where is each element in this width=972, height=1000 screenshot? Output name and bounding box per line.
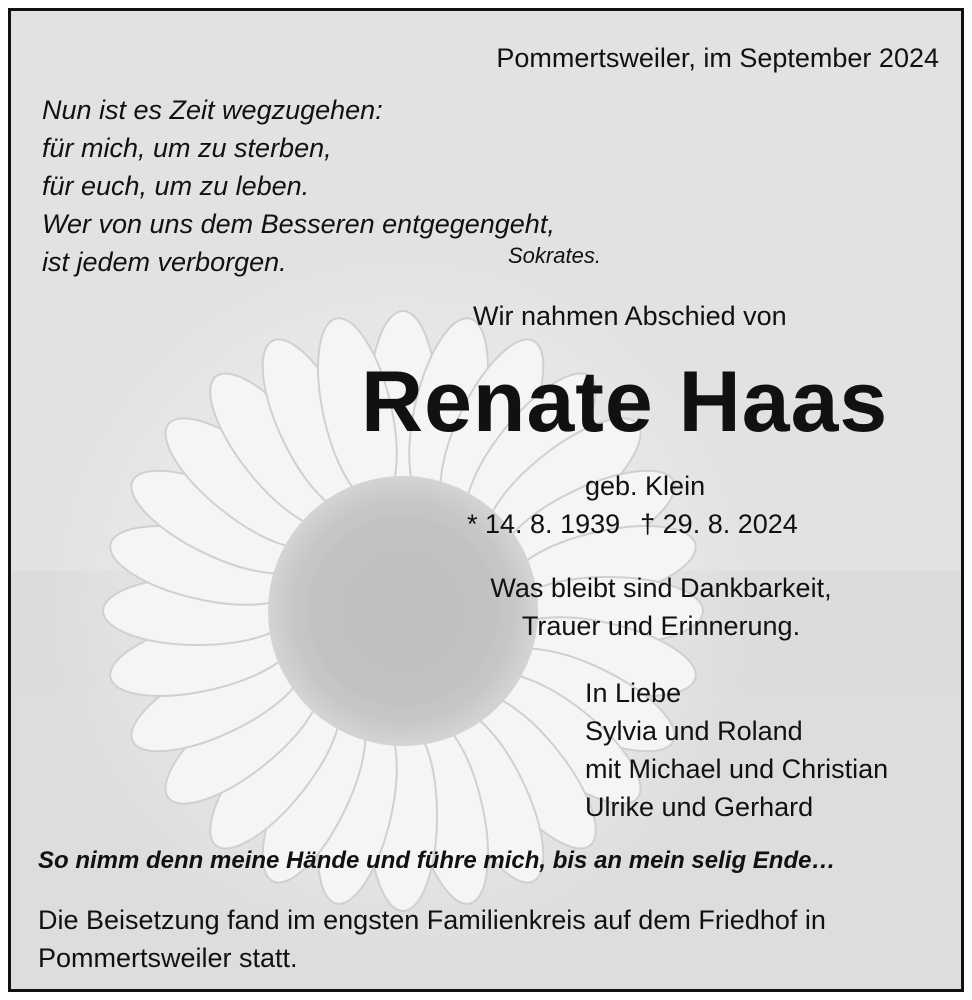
quote-line: Wer von uns dem Besseren entgegengeht, (42, 209, 555, 239)
mourners-line: In Liebe (585, 678, 682, 708)
quote (42, 91, 555, 281)
thanks-line: Was bleibt sind Dankbarkeit, (490, 573, 832, 603)
death-date: † 29. 8. 2024 (640, 509, 798, 539)
mourners-list (585, 674, 888, 826)
quote-author: Sokrates. (508, 243, 601, 268)
place-and-date: Pommertsweiler, im September 2024 (496, 43, 939, 73)
mourners-line: Sylvia und Roland (585, 716, 803, 746)
mourners-line: Ulrike und Gerhard (585, 792, 814, 822)
quote-line: ist jedem verborgen. (42, 247, 287, 277)
closing-verse: So nimm denn meine Hände und führe mich, bis an mein selig Ende… (38, 847, 836, 874)
life-dates (467, 511, 798, 538)
quote-line: für mich, um zu sterben, (42, 133, 332, 163)
intro-text: Wir nahmen Abschied von (473, 301, 787, 331)
thanks-text (436, 569, 886, 645)
burial-notice (38, 901, 826, 977)
burial-line: Die Beisetzung fand im engsten Familienkreis auf dem Friedhof in (38, 905, 826, 935)
birth-date: * 14. 8. 1939 (467, 509, 621, 539)
quote-line: Nun ist es Zeit wegzugehen: (42, 95, 383, 125)
quote-line: für euch, um zu leben. (42, 171, 310, 201)
obituary-notice (8, 8, 964, 992)
mourners-line: mit Michael und Christian (585, 754, 889, 784)
burial-line: Pommertsweiler statt. (38, 943, 298, 973)
maiden-name: geb. Klein (585, 471, 706, 501)
thanks-line: Trauer und Erinnerung. (521, 611, 801, 641)
deceased-name: Renate Haas (361, 354, 889, 450)
